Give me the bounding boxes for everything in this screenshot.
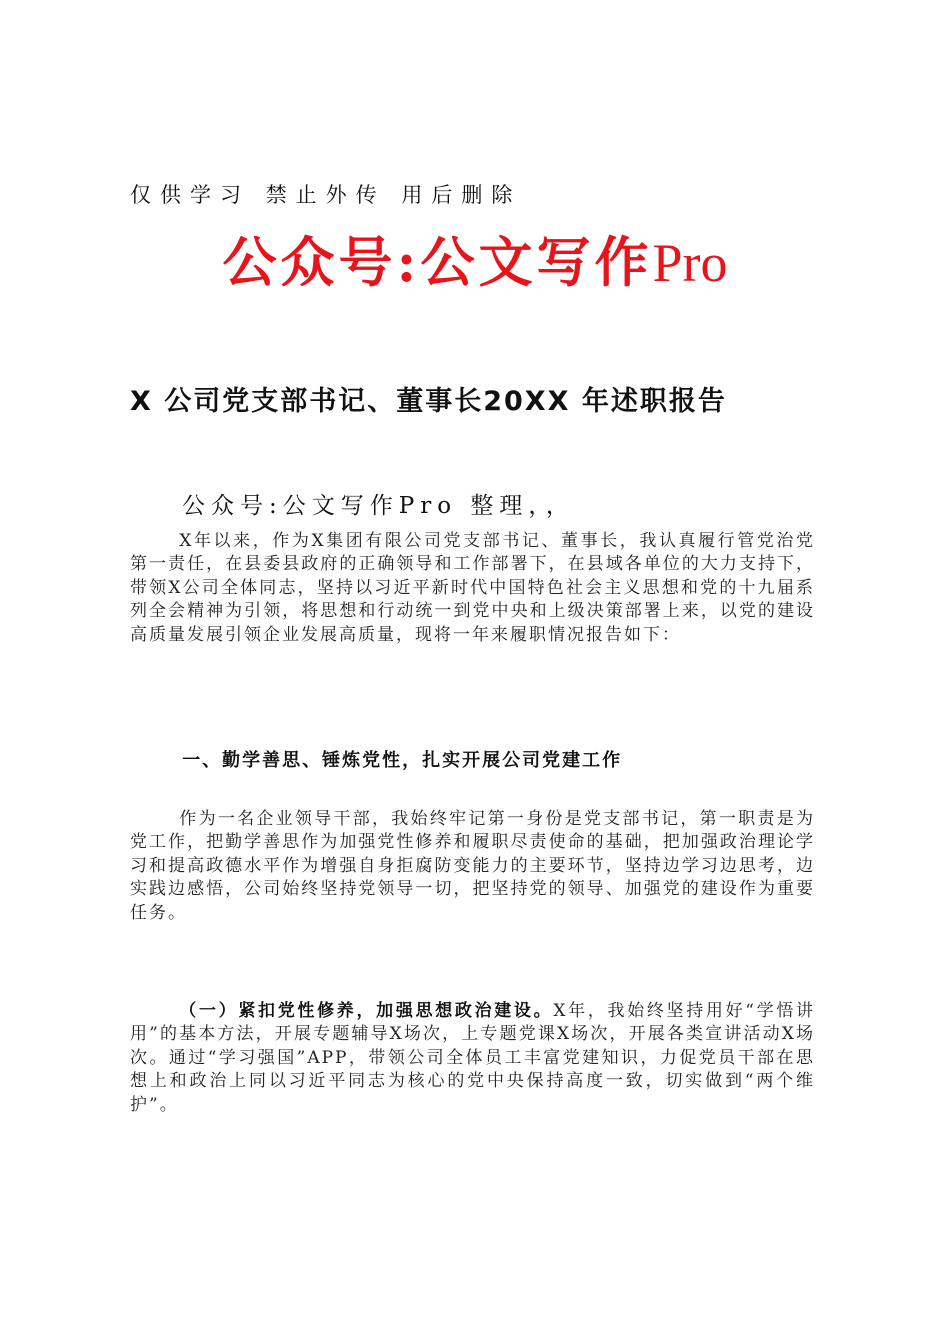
subsection-1-body: X年，我始终坚持用好“学悟讲用”的基本方法，开展专题辅导X场次，上专题党课X场次，开展各类宣讲活动X场次。通过“学习强国”APP，带领公司全体员工丰富党建知识，力促党员干部在思想上和政治上同以习近平同志为核心的党中央保持高度一致，切实做到“两个维护”。 <box>130 1001 816 1115</box>
brand-name-en: Pro <box>652 233 728 293</box>
subsection-1-paragraph <box>130 1000 815 1117</box>
brand-name-cn: 公众号:公文写作 <box>222 230 653 294</box>
section-1-paragraph: 作为一名企业领导干部，我始终牢记第一身份是党支部书记，第一职责是为党工作，把勤学善思作为加强党性修养和履职尽责使命的基础，把加强政治理论学习和提高政德水平作为增强自身拒腐防变能力的主要环节，坚持边学习边思考，边实践边感悟，公司始终坚持党领导一切，把坚持党的领导、加强党的建设作为重要任务。 <box>130 809 815 923</box>
document-title: X 公司党支部书记、董事长20XX 年述职报告 <box>130 386 727 417</box>
usage-notice: 仅供学习 禁止外传 用后删除 <box>130 183 522 207</box>
subsection-1-heading: （一）紧扣党性修养，加强思想政治建设。 <box>179 1001 554 1021</box>
brand-watermark <box>0 222 950 303</box>
intro-paragraph: X年以来，作为X集团有限公司党支部书记、董事长，我认真履行管党治党第一责任，在县委县政府的正确领导和工作部署下，在县域各单位的大力支持下，带领X公司全体同志，坚持以习近平新时代中国特色社会主义思想和党的十九届系列全会精神为引领，将思想和行动统一到党中央和上级决策部署上来，以党的建设高质量发展引领企业发展高质量，现将一年来履职情况报告如下： <box>130 531 815 645</box>
section-heading-1: 一、勤学善思、锤炼党性，扎实开展公司党建工作 <box>182 750 623 771</box>
document-byline: 公众号:公文写作Pro 整理，， <box>182 493 575 519</box>
